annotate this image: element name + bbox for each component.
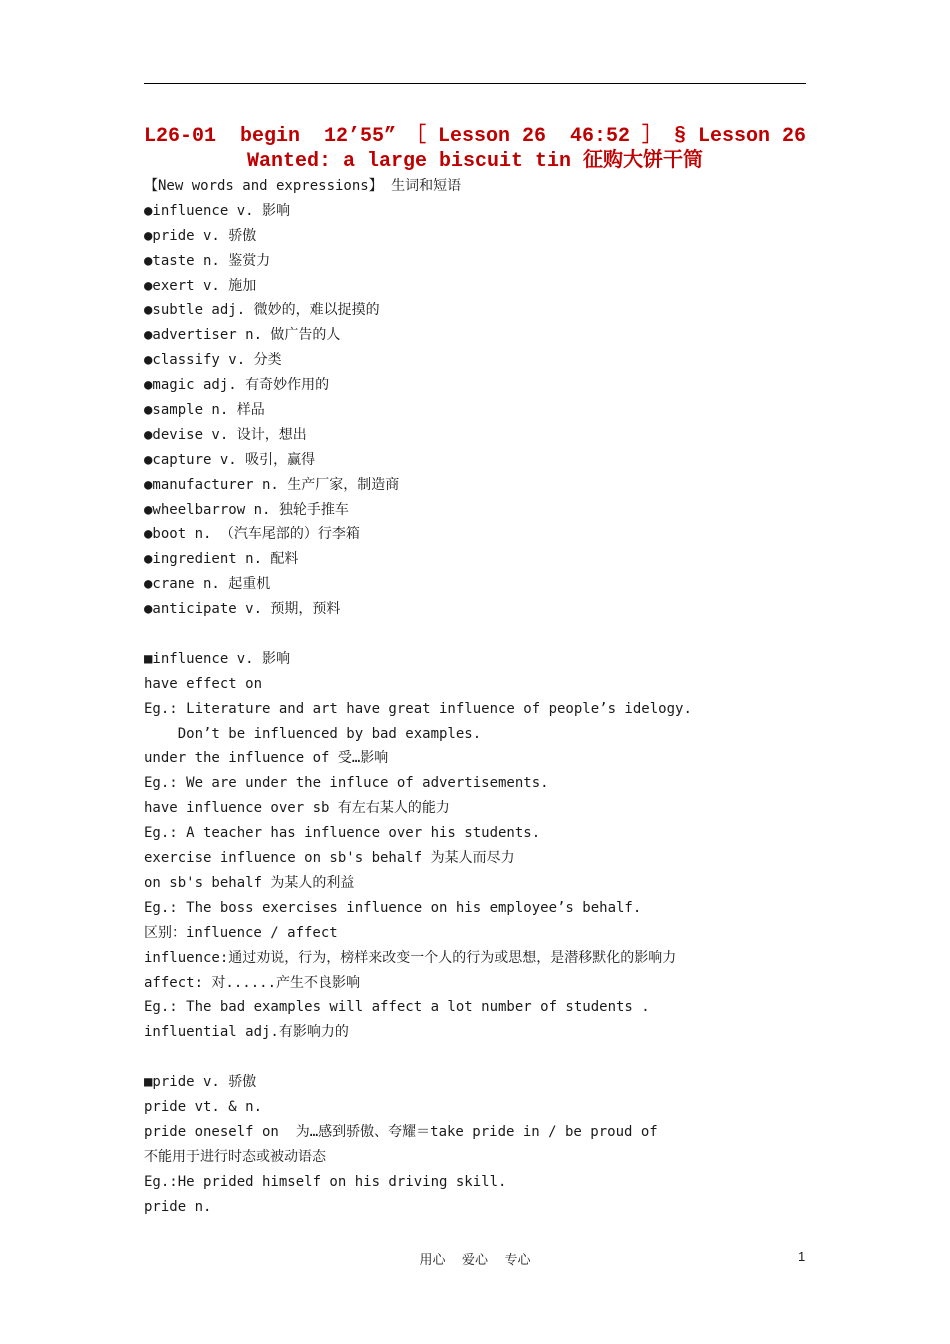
text-line: ●anticipate v. 预期，预料 [144,601,341,618]
text-line: on sb's behalf 为某人的利益 [144,874,355,891]
text-line: ■pride v. 骄傲 [144,1074,257,1091]
text-line: ●classify v. 分类 [144,352,282,369]
text-line: ●sample n. 样品 [144,402,265,419]
text-line: Eg.: Literature and art have great influence of people’s idelogy. [144,700,692,717]
text-line: pride oneself on 为…感到骄傲、夸耀＝take pride in / be proud of [144,1123,658,1140]
text-line: ●advertiser n. 做广告的人 [144,327,341,344]
text-line: affect: 对......产生不良影响 [144,974,361,991]
text-line: pride vt. & n. [144,1098,263,1115]
text-line: ●ingredient n. 配料 [144,551,299,568]
header-rule [144,83,806,84]
blank-line [144,622,806,647]
text-line: ●crane n. 起重机 [144,576,271,593]
page-footer: 用心 爱心 专心 [419,1253,531,1268]
page-number: 1 [798,1249,806,1264]
title-lesson-ref: ［ Lesson 26 46:52 ］ § Lesson 26 [405,125,806,148]
text-line: Eg.: The bad examples will affect a lot number of students . [144,999,650,1016]
text-line: have effect on [144,675,263,692]
lesson-title [144,124,806,174]
text-line: ●subtle adj. 微妙的，难以捉摸的 [144,302,380,319]
text-line: Eg.: The boss exercises influence on his employee’s behalf. [144,899,642,916]
text-line: ●boot n. （汽车尾部的）行李箱 [144,526,360,543]
title-timing: L26-01 begin 12’55” [144,125,397,148]
text-line: ■influence v. 影响 [144,650,291,667]
text-line: under the influence of 受…影响 [144,750,389,767]
text-line: exercise influence on sb's behalf 为某人而尽力 [144,850,515,867]
text-line: Eg.:He prided himself on his driving skill. [144,1173,507,1190]
text-line: 区别：influence / affect [144,924,338,941]
text-line: ●wheelbarrow n. 独轮手推车 [144,501,349,518]
text-line: pride n. [144,1198,212,1215]
text-line: 【New words and expressions】 生词和短语 [144,178,462,194]
text-line: ●magic adj. 有奇妙作用的 [144,377,330,394]
title-line-2: Wanted: a large biscuit tin 征购大饼干筒 [246,150,704,173]
text-line: 不能用于进行时态或被动语态 [144,1148,326,1165]
text-line: Eg.: We are under the influce of advertisements. [144,775,549,792]
text-line: ●influence v. 影响 [144,202,291,219]
blank-line [144,1045,806,1070]
text-line: ●capture v. 吸引，赢得 [144,451,316,468]
text-line: Eg.: A teacher has influence over his students. [144,825,541,842]
text-line: have influence over sb 有左右某人的能力 [144,800,450,817]
text-line: ●exert v. 施加 [144,277,257,294]
text-line: ●pride v. 骄傲 [144,227,257,244]
text-line: ●devise v. 设计，想出 [144,426,307,443]
text-line: Don’t be influenced by bad examples. [144,725,482,742]
text-line: ●taste n. 鉴赏力 [144,252,271,269]
title-line-1 [144,124,806,149]
text-line: influence:通过劝说，行为，榜样来改变一个人的行为或思想，是潜移默化的影响力 [144,949,677,966]
document-body [144,174,806,1219]
text-line: ●manufacturer n. 生产厂家，制造商 [144,476,400,493]
text-line: influential adj.有影响力的 [144,1024,349,1041]
